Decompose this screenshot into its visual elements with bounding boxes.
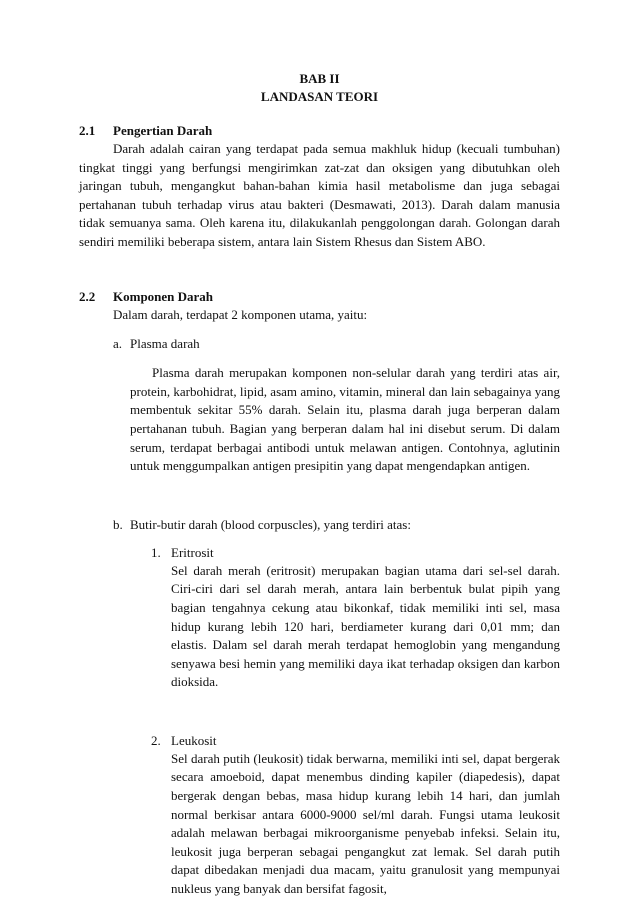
- chapter-heading: [79, 70, 560, 106]
- list-item-heading: [151, 544, 560, 562]
- section-intro: Dalam darah, terdapat 2 komponen utama, yaitu:: [113, 306, 368, 322]
- section-title: Pengertian Darah: [113, 123, 213, 138]
- section-heading-2-1: [79, 122, 560, 140]
- list-item-title: Leukosit: [171, 732, 217, 748]
- subsection-title: Plasma darah: [130, 336, 200, 352]
- subsection-title: Butir-butir darah (blood corpuscles), yang terdiri atas:: [130, 516, 411, 532]
- list-item-number: 1.: [151, 544, 161, 560]
- list-item-title: Eritrosit: [171, 544, 214, 560]
- section-title: Komponen Darah: [113, 288, 214, 304]
- subsection-b-heading: [79, 516, 560, 534]
- list-item-paragraph: Sel darah merah (eritrosit) merupakan bagian utama dari sel-sel darah. Ciri-ciri dari sel darah merah, antara lain berbentuk bulat pipih yang bagian tengahnya cekung atau bikonkaf, tidak memiliki inti sel, masa hidup kurang lebih 120 hari, berdiameter kurang dari 0,01 mm; dan elastis. Dalam sel darah merah terdapat hemoglobin yang mengandung senyawa besi hemin yang memiliki daya ikat terhadap oksigen dan karbon dioksida.: [171, 562, 560, 690]
- subsection-label: b.: [113, 516, 123, 532]
- list-item-number: 2.: [151, 732, 161, 748]
- subsection-paragraph: Plasma darah merupakan komponen non-selular darah yang terdiri atas air, protein, karbohidrat, lipid, asam amino, vitamin, mineral dan lain sebagainya yang membentuk sekitar 55% darah. Selain itu, plasma darah juga berperan dalam pertahanan tubuh. Bagian yang berperan dalam hal ini disebut serum. Di dalam serum, terdapat berbagai antibodi untuk melawan antigen. Contohnya, aglutinin untuk menggumpalkan antigen presipitin yang dapat mengendapkan antigen.: [130, 365, 560, 474]
- subsection-label: a.: [113, 336, 123, 352]
- section-number: 2.2: [79, 288, 96, 304]
- subsection-a-heading: [79, 335, 560, 353]
- section-number: 2.1: [79, 123, 96, 138]
- chapter-number: BAB II: [299, 71, 340, 86]
- section-heading-2-2: [79, 288, 560, 306]
- list-item-paragraph: Sel darah putih (leukosit) tidak berwarna, memiliki inti sel, dapat bergerak secara amoeboid, dapat menembus dinding kapiler (diapedesis), dapat bergerak dengan bebas, masa hidup kurang lebih 14 hari, dan jumlah normal berkisar antara 6000-9000 sel/ml darah. Fungsi utama leukosit adalah melawan berbagai mikroorganisme penyebab infeksi. Selain itu, leukosit juga berperan sebagai pengangkut zat lemak. Sel darah putih dapat dibedakan menjadi dua macam, yaitu granulosit yang mempunyai nukleus yang banyak dan bersifat fagosit,: [171, 750, 560, 897]
- list-item: [79, 544, 560, 692]
- list-item-heading: [151, 732, 560, 750]
- chapter-title: LANDASAN TEORI: [260, 89, 379, 104]
- list-item: [79, 732, 560, 899]
- section-paragraph: Darah adalah cairan yang terdapat pada semua makhluk hidup (kecuali tumbuhan) tingkat tinggi yang berfungsi mengirimkan zat-zat dan oksigen yang dibutuhkan oleh jaringan tubuh, mengangkut bahan-bahan kimia hasil metabolisme dan juga sebagai pertahanan tubuh terhadap virus atau bakteri (Desmawati, 2013). Darah dalam manusia tidak semuanya sama. Oleh karena itu, dilakukanlah penggolongan darah. Golongan darah sendiri memiliki beberapa sistem, antara lain Sistem Rhesus dan Sistem ABO.: [79, 141, 560, 249]
